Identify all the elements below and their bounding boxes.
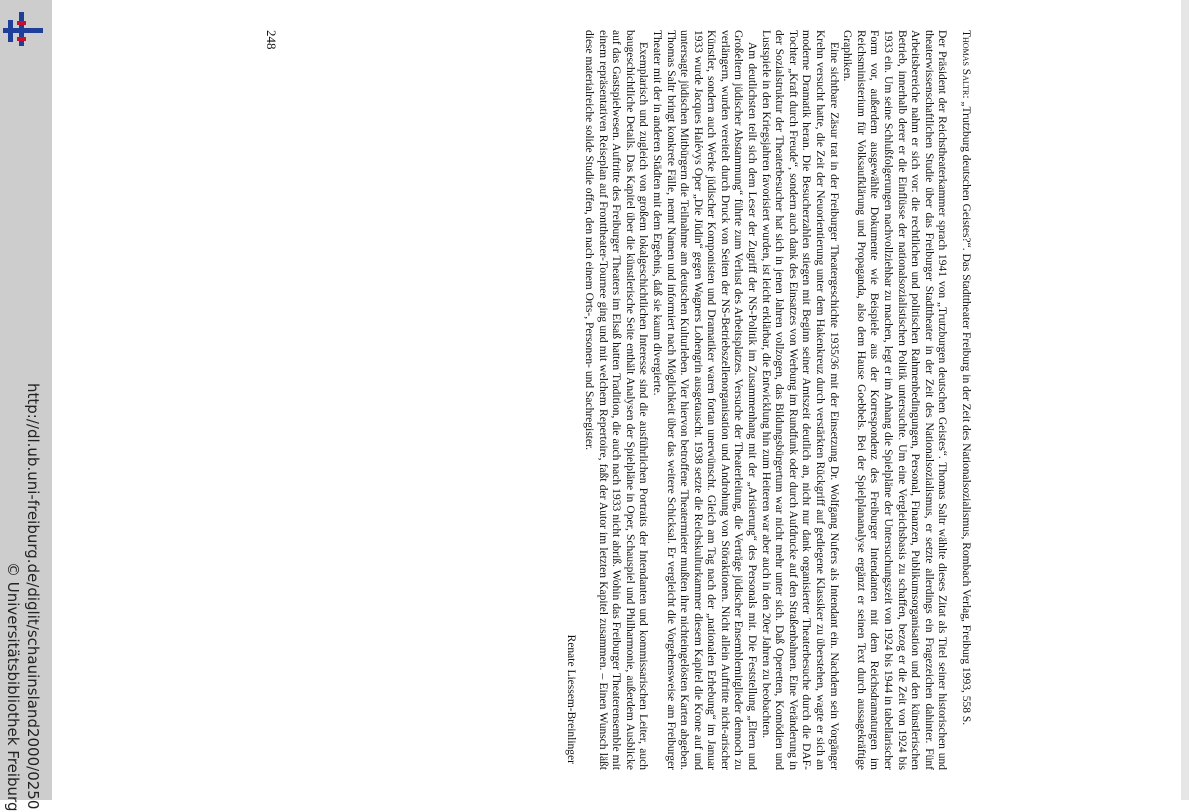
paragraph: Eine sichtbare Zäsur trat in der Freiburger Theatergeschichte 1935/36 mit der Einsetzung Dr. Wolfgang Nufers als Intendant ein. Nachdem sein Vorgänger Krehn versucht hatte, die Zeit der Neuorientierung unter dem Hakenkreuz durch verstärkten Rückgriff auf gediegene Klassiker zu überstehen, wagte er sich an moderne Dramatik heran. Die Besucherzahlen stiegen mit Beginn seiner Amtszeit deutlich an, nicht nur dank organisierter Theaterbesuche durch die DAF-Tochter „Kraft durch Freude“, sondern auch dank des Einsatzes von Werbung im Rundfunk oder durch Aufdrucke auf den Straßenbahnen. Eine Veränderung in der Sozialstruktur der Theaterbesucher hat sich in jenen Jahren vollzogen, das Bildungsbürgertum war nicht mehr unter sich. Daß Operetten, Komödien und Lustspiele in den Kriegsjahren favorisiert wurden, ist leicht erklärbar, die Entwicklung hin zum Heiteren war aber auch in den 20er Jahren zu beobachten. — [759, 30, 840, 770]
review-signature: Renate Liessem-Breinlinger — [565, 634, 578, 764]
source-url[interactable]: http://dl.ub.uni-freiburg.de/diglit/schauinsland2000/0250 — [24, 383, 42, 810]
reference-text: „Trutzburg deutschen Geistes?“. Das Stadttheater Freiburg in der Zeit des Nationalsozialismus, Rombach Verlag, Freiburg 1993, 558 S. — [960, 101, 972, 726]
page-number: 248 — [264, 30, 279, 50]
ub-freiburg-logo-icon — [2, 8, 44, 50]
paragraph: Der Präsident der Reichstheaterkammer sprach 1941 von „Trutzburgen deutschen Geistes“. Thomas Saltr wählte dieses Zitat als Titel seiner historischen und theaterwissenschaftlichen Studie über das Freiburger Stadttheater in der Zeit des Nationalsozialismus, er setzte allerdings ein Fragezeichen dahinter. Fünf Arbeitsbereiche nahm er sich vor: die rechtlichen und politischen Rahmenbedingungen, Personal, Finanzen, Publikumsorganisation und den künstlerischen Betrieb, innerhalb derer er die Einflüsse der nationalsozialistischen Politik untersuchte. Um eine Vergleichsbasis zu schaffen, bezog er die Zeit von 1924 bis 1933 ein. Um seine Schlußfolgerungen nachvollziehbar zu machen, legt er im Anhang die Spielpläne der Untersuchungszeit von 1924 bis 1944 in tabellarischer Form vor, außerdem ausgewählte Dokumente wie Beispiele aus der Korrespondenz des Freiburger Intendanten mit dem Reichsdramaturgen im Reichsministerium für Volksaufklärung und Propaganda, also dem Hause Goebbels. Bei der Spielplananalyse ergänzt er seinen Text durch aussagekräftige Graphiken. — [841, 30, 949, 770]
reference-author: Thomas Saltr: — [960, 30, 972, 99]
copyright-text: © Universitätsbibliothek Freiburg — [4, 562, 22, 811]
document-page — [240, 0, 990, 800]
paragraph: Am deutlichsten teilt sich dem Leser der Zugriff der NS-Politik im Zusammenhang mit der „Arisierung“ des Personals mit. Die Feststellung „Eltern und Großeltern jüdischer Abstammung“ führte zum Verlust des Arbeitsplatzes. Versuche der Theaterleitung, die Verträge jüdischer Ensemblemitglieder dennoch zu verlängern, wurden vereitelt durch Druck von Seiten der NS-Betriebszellenorganisation und Androhung von Störaktionen. Nicht allein Auftritte nicht-arischer Künstler, sondern auch Werke jüdischer Komponisten und Dramatiker waren fortan unerwünscht. Gleich am Tag nach der „nationalen Erhebung“ im Januar 1933 wurde Jacques Halévys Oper „Die Jüdin“ gegen Wagners Lohengrin ausgetauscht. 1938 setzte die Reichskulturkammer diesem Kapitel die Krone auf und untersagte jüdischen Mitbürgern die Teilnahme am deutschen Kulturleben. Vier hiervon betroffene Theatermieter mußten ihre nichteingelösten Karten abgeben. Thomas Saltr bringt konkrete Fälle, nennt Namen und informiert nach Möglichkeit über das weitere Schicksal. Er vergleicht die Vorgehensweise am Freiburger Theater mit der in anderen Städten mit dem Ergebnis, daß sie kaum divergierte. — [650, 30, 759, 770]
sidebar — [0, 0, 52, 811]
scrollbar[interactable] — [1181, 0, 1189, 800]
paragraph: Exemplarisch und zugleich von großem lokalgeschichtlichen Interesse sind die ausführlichen Portraits der Intendanten und kommissarischen Leiter, auch baugeschichtliche Details. Das Kapitel über die künstlerische Seite enthält Analysen der Spielpläne in Oper, Schauspiel und Philharmonie, außerdem Ausblicke auf das Gastspielwesen. Auftritte des Freiburger Theaters im Elsaß hatten Tradition, die auch nach 1933 nicht abriß. Wohin das Freiburger Theaterensemble mit einem repräsentativen Reiseplan auf Fronttheater-Tournee ging und mit welchem Repertoire, faßt der Autor im letzten Kapitel zusammen. – Einen Wunsch läßt diese materialreiche solide Studie offen, den nach einem Orts-, Personen- und Sachregister. — [582, 30, 650, 770]
book-reference — [958, 30, 972, 770]
